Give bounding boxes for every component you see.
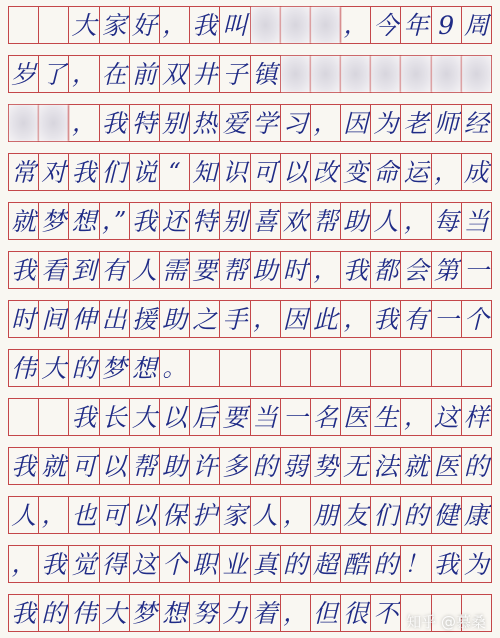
grid-cell: 因 — [281, 301, 311, 337]
grid-cell: 康 — [463, 500, 489, 530]
grid-cell: 都 — [371, 252, 401, 288]
grid-cell: ， — [281, 595, 311, 631]
grid-cell: 伸 — [69, 301, 99, 337]
grid-cell: 子 — [220, 56, 250, 92]
grid-cell — [311, 350, 341, 386]
grid-cell: ， — [401, 399, 431, 435]
redacted-cell — [311, 7, 341, 43]
grid-cell: 但 — [311, 595, 341, 631]
grid-cell: 保 — [160, 497, 190, 533]
grid-cell: 势 — [311, 448, 341, 484]
grid-cell: 觉 — [69, 546, 99, 582]
grid-cell: 欢 — [281, 203, 311, 239]
grid-cell: 我 — [130, 203, 160, 239]
grid-cell: 努 — [190, 595, 220, 631]
redacted-cell — [371, 56, 401, 92]
grid-cell: 着 — [251, 595, 281, 631]
grid-cell: ， — [281, 497, 311, 533]
grid-cell: 镇 — [251, 56, 281, 92]
redacted-cell — [341, 56, 371, 92]
grid-cell: 一 — [432, 301, 462, 337]
grid-cell — [220, 350, 250, 386]
grid-cell: 每 — [432, 203, 462, 239]
grid-cell: 我 — [190, 7, 220, 43]
grid-cell: 大 — [69, 7, 99, 43]
grid-cell: 。 — [160, 350, 190, 386]
grid-cell: 助 — [160, 301, 190, 337]
grid-cell — [432, 350, 462, 386]
grid-cell: 岁 — [9, 56, 39, 92]
grid-cell: 井 — [190, 56, 220, 92]
grid-cell: 我 — [100, 105, 130, 141]
grid-cell: ， — [160, 7, 190, 43]
redacted-cell — [401, 56, 431, 92]
grid-cell: 职 — [190, 546, 220, 582]
grid-cell: 就 — [401, 448, 431, 484]
grid-cell: 经 — [463, 108, 489, 138]
grid-row — [8, 398, 492, 436]
grid-cell: 以 — [130, 497, 160, 533]
grid-row — [8, 202, 492, 240]
grid-cell: ， — [341, 7, 371, 43]
redacted-cell — [39, 105, 69, 141]
watermark: 知乎 @慕桑 — [406, 613, 486, 631]
grid-cell: 特 — [190, 203, 220, 239]
grid-cell: 人 — [251, 497, 281, 533]
grid-cell: 的 — [371, 546, 401, 582]
grid-cell: 健 — [432, 497, 462, 533]
grid-cell: 大 — [39, 350, 69, 386]
grid-row — [8, 251, 492, 289]
grid-cell: 还 — [160, 203, 190, 239]
grid-cell: 出 — [100, 301, 130, 337]
redacted-cell — [251, 7, 281, 43]
grid-cell: 不 — [371, 595, 401, 631]
grid-cell: 常 — [9, 154, 39, 190]
grid-cell: 以 — [281, 154, 311, 190]
grid-cell: 长 — [100, 399, 130, 435]
grid-cell — [251, 350, 281, 386]
grid-cell: 帮 — [311, 203, 341, 239]
grid-cell: 为 — [371, 105, 401, 141]
grid-cell: 个 — [463, 304, 489, 334]
grid-row — [8, 6, 492, 44]
grid-cell: 梦 — [39, 203, 69, 239]
grid-cell: 师 — [432, 105, 462, 141]
grid-cell: 对 — [39, 154, 69, 190]
grid-cell: 梦 — [100, 350, 130, 386]
grid-cell: ， — [39, 497, 69, 533]
grid-cell: 有 — [401, 301, 431, 337]
grid-cell: 改 — [311, 154, 341, 190]
grid-cell: 的 — [39, 595, 69, 631]
grid-cell: 家 — [220, 497, 250, 533]
grid-row — [8, 496, 492, 534]
grid-cell: 成 — [463, 157, 489, 187]
grid-cell: 就 — [9, 203, 39, 239]
grid-cell: 爱 — [220, 105, 250, 141]
grid-cell: 超 — [311, 546, 341, 582]
grid-cell: 别 — [220, 203, 250, 239]
grid-cell: ， — [401, 203, 431, 239]
grid-cell: 们 — [100, 154, 130, 190]
grid-cell: 我 — [9, 252, 39, 288]
grid-row — [8, 300, 492, 338]
grid-cell: 年 — [401, 7, 431, 43]
grid-cell: 好 — [130, 7, 160, 43]
grid-cell: 运 — [401, 154, 431, 190]
grid-cell: 老 — [401, 105, 431, 141]
grid-cell: 识 — [220, 154, 250, 190]
grid-cell: 伟 — [69, 595, 99, 631]
grid-cell: 变 — [341, 154, 371, 190]
grid-cell — [341, 350, 371, 386]
grid-cell: 一 — [463, 255, 489, 285]
grid-cell: ， — [341, 301, 371, 337]
grid-cell: 想 — [69, 203, 99, 239]
grid-cell: 今 — [371, 7, 401, 43]
grid-cell: 这 — [432, 399, 462, 435]
grid-cell: 我 — [432, 546, 462, 582]
grid-cell: 叫 — [220, 7, 250, 43]
grid-cell: 无 — [341, 448, 371, 484]
grid-cell — [401, 350, 431, 386]
grid-cell: ， — [69, 105, 99, 141]
grid-cell: 弱 — [281, 448, 311, 484]
grid-cell: 此 — [311, 301, 341, 337]
grid-row — [8, 104, 492, 142]
grid-cell: 为 — [463, 549, 489, 579]
grid-cell: ， — [9, 546, 39, 582]
grid-cell: ， — [432, 154, 462, 190]
grid-cell: 我 — [9, 595, 39, 631]
grid-cell: ， — [311, 252, 341, 288]
grid-cell: 大 — [130, 399, 160, 435]
grid-cell: 看 — [39, 252, 69, 288]
grid-cell: 时 — [281, 252, 311, 288]
grid-cell: 要 — [220, 399, 250, 435]
grid-cell: ，” — [100, 203, 130, 239]
grid-cell: 家 — [100, 7, 130, 43]
grid-row — [8, 153, 492, 191]
grid-cell: ， — [311, 105, 341, 141]
grid-row — [8, 447, 492, 485]
grid-cell: 助 — [341, 203, 371, 239]
grid-cell: 大 — [100, 595, 130, 631]
grid-cell: 援 — [130, 301, 160, 337]
grid-cell: 护 — [190, 497, 220, 533]
grid-cell: 很 — [341, 595, 371, 631]
grid-cell: ！ — [401, 546, 431, 582]
grid-cell: 就 — [39, 448, 69, 484]
grid-cell: 周 — [463, 10, 489, 40]
redacted-cell — [281, 56, 311, 92]
grid-cell: 生 — [371, 399, 401, 435]
grid-cell: 之 — [190, 301, 220, 337]
grid-cell: 习 — [281, 105, 311, 141]
grid-cell — [371, 350, 401, 386]
grid-cell: 我 — [69, 154, 99, 190]
grid-cell: 可 — [251, 154, 281, 190]
grid-cell — [9, 399, 39, 435]
grid-cell: 说 — [130, 154, 160, 190]
grid-cell: 名 — [311, 399, 341, 435]
grid-row — [8, 545, 492, 583]
redacted-cell — [432, 56, 462, 92]
grid-cell: 医 — [341, 399, 371, 435]
grid-row — [8, 55, 492, 93]
grid-cell: 朋 — [311, 497, 341, 533]
grid-cell: 双 — [160, 56, 190, 92]
grid-cell: 的 — [281, 546, 311, 582]
grid-cell: 我 — [69, 399, 99, 435]
grid-cell: 到 — [69, 252, 99, 288]
grid-cell: 后 — [190, 399, 220, 435]
grid-cell: 的 — [463, 451, 489, 481]
grid-cell — [39, 399, 69, 435]
grid-cell: 人 — [130, 252, 160, 288]
grid-cell: 帮 — [220, 252, 250, 288]
grid-cell: 真 — [251, 546, 281, 582]
grid-cell: 酷 — [341, 546, 371, 582]
grid-cell: 友 — [341, 497, 371, 533]
grid-cell: 助 — [160, 448, 190, 484]
grid-cell: 力 — [220, 595, 250, 631]
grid-cell: 医 — [432, 448, 462, 484]
grid-cell: 有 — [100, 252, 130, 288]
grid-cell: ， — [251, 301, 281, 337]
redacted-cell — [281, 7, 311, 43]
grid-cell: 们 — [371, 497, 401, 533]
grid-cell: 第 — [432, 252, 462, 288]
grid-cell — [190, 350, 220, 386]
grid-cell: 命 — [371, 154, 401, 190]
grid-cell: 想 — [160, 595, 190, 631]
grid-cell: 喜 — [251, 203, 281, 239]
grid-cell: 手 — [220, 301, 250, 337]
grid-cell: 的 — [401, 497, 431, 533]
grid-cell: 梦 — [130, 595, 160, 631]
grid-cell: 以 — [160, 399, 190, 435]
grid-cell: 个 — [160, 546, 190, 582]
grid-cell: 我 — [39, 546, 69, 582]
grid-cell: 前 — [130, 56, 160, 92]
redacted-cell — [462, 56, 491, 92]
grid-cell: 一 — [281, 399, 311, 435]
redacted-cell — [9, 105, 39, 141]
grid-cell: 当 — [251, 399, 281, 435]
grid-cell: 这 — [130, 546, 160, 582]
grid-cell: 因 — [341, 105, 371, 141]
grid-cell: ， — [69, 56, 99, 92]
grid-cell: 人 — [371, 203, 401, 239]
grid-cell: 我 — [9, 448, 39, 484]
grid-cell: 伟 — [9, 350, 39, 386]
grid-cell: 要 — [190, 252, 220, 288]
grid-cell: 的 — [251, 448, 281, 484]
grid-cell: 间 — [39, 301, 69, 337]
redacted-cell — [311, 56, 341, 92]
grid-cell: 业 — [220, 546, 250, 582]
grid-cell: 特 — [130, 105, 160, 141]
grid-cell: 想 — [130, 350, 160, 386]
grid-cell: 时 — [9, 301, 39, 337]
grid-cell: 了 — [39, 56, 69, 92]
grid-cell: 也 — [69, 497, 99, 533]
grid-cell: 在 — [100, 56, 130, 92]
grid-cell: 学 — [251, 105, 281, 141]
grid-cell: 知 — [190, 154, 220, 190]
grid-cell: 人 — [9, 497, 39, 533]
grid-cell — [39, 7, 69, 43]
grid-cell: 得 — [100, 546, 130, 582]
grid-cell — [9, 7, 39, 43]
grid-cell — [462, 350, 491, 386]
grid-cell: 我 — [371, 301, 401, 337]
grid-cell: 多 — [220, 448, 250, 484]
grid-cell: “ — [160, 154, 190, 190]
grid-cell: 别 — [160, 105, 190, 141]
grid-cell — [281, 350, 311, 386]
grid-cell: 的 — [69, 350, 99, 386]
grid-cell: 以 — [100, 448, 130, 484]
grid-cell: 助 — [251, 252, 281, 288]
grid-cell: 会 — [401, 252, 431, 288]
grid-cell: 帮 — [130, 448, 160, 484]
grid-cell: 可 — [69, 448, 99, 484]
grid-cell: 我 — [341, 252, 371, 288]
grid-cell: 样 — [463, 402, 489, 432]
grid-cell: 热 — [190, 105, 220, 141]
grid-cell: 许 — [190, 448, 220, 484]
grid-cell: 9 — [432, 7, 462, 43]
grid-row — [8, 349, 492, 387]
grid-cell: 需 — [160, 252, 190, 288]
grid-cell: 法 — [371, 448, 401, 484]
grid-cell: 当 — [463, 206, 489, 236]
grid-cell: 可 — [100, 497, 130, 533]
